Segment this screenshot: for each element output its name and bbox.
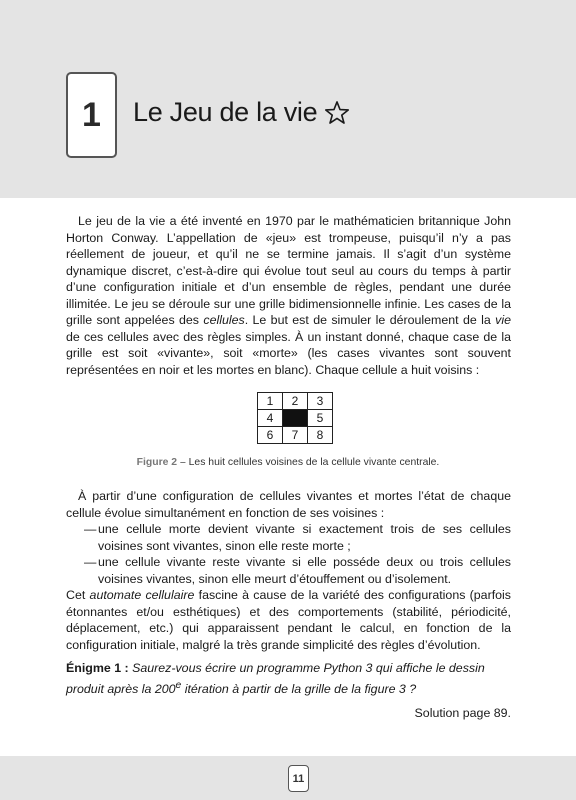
enigme-block: Énigme 1 : Saurez-vous écrire un programme Python 3 qui affiche le dessin produit après la 200e itération à partir de la grille de la figure 3 ?: [66, 661, 485, 697]
grid-cell: 8: [308, 427, 333, 444]
grid-row: [258, 410, 333, 427]
grid-row: [258, 393, 333, 410]
emphasis-automate: automate cellulaire: [89, 588, 195, 602]
evolution-paragraph: À partir d’une configuration de cellules vivantes et mortes l’état de chaque cellule évolue simultanément en fonction de ses voisines :: [66, 489, 511, 520]
solution-reference: Solution page 89.: [414, 706, 511, 720]
rule-list: [66, 521, 511, 587]
figure-caption: Figure 2 – Les huit cellules voisines de la cellule vivante centrale.: [136, 457, 440, 468]
chapter-title: Le Jeu de la vie: [133, 97, 318, 127]
grid-cell: 7: [283, 427, 308, 444]
intro-paragraph: Le jeu de la vie a été inventé en 1970 par le mathématicien britannique John Horton Conway. L’appellation de «jeu» est trompeuse, puisqu’il n’y a pas réellement de joueur, et qu’il ne se termine jamais. Il s’agit d’un système dynamique discret, c’est-à-dire qui évolue tout seul au cours du temps à partir d’une configuration initiale et d’un ensemble de règles, pendant une durée illimitée. Le jeu se déroule sur une grille bidimensionnelle infinie. Les cases de la grille sont appelées des cellules. Le but est de simuler le déroulement de la vie de ces cellules avec des règles simples. À un instant donné, chaque case de la grille est soit «vivante», soit «morte» (les cases vivantes sont souvent représentées en noir et les mortes en blanc). Chaque cellule a huit voisins :: [66, 214, 511, 377]
enigme-label: Énigme 1 :: [66, 661, 129, 675]
figure-label: Figure 2 –: [136, 457, 186, 468]
grid-cell: 6: [258, 427, 283, 444]
grid-cell: 5: [308, 410, 333, 427]
emphasis-cellules: cellules: [203, 313, 245, 327]
grid-cell-alive: [283, 410, 308, 427]
emphasis-vie: vie: [495, 313, 511, 327]
grid-cell: 1: [258, 393, 283, 410]
grid-row: [258, 427, 333, 444]
chapter-number: 1: [66, 72, 117, 158]
list-item: — une cellule vivante reste vivante si elle posséde deux ou trois cellules voisines vivantes, sinon elle meurt d’étouffement ou d’isolement.: [84, 555, 511, 586]
grid-cell: 2: [283, 393, 308, 410]
neighbor-grid: [257, 392, 333, 444]
star-icon: [323, 99, 351, 127]
page-number: 11: [288, 765, 309, 792]
grid-cell: 3: [308, 393, 333, 410]
list-item: — une cellule morte devient vivante si exactement trois de ses cellules voisines sont vivantes, sinon elle reste morte ;: [84, 522, 511, 553]
chapter-title-row: [133, 97, 351, 128]
automaton-paragraph: Cet automate cellulaire fascine à cause de la variété des configurations (parfois étonnantes et/ou esthétiques) et des comportements (stabilité, périodicité, déplacement, etc.) qui apparaissent pendant le calcul, en fonction de la configuration initiale, malgré la très grande simplicité des règles d’évolution.: [66, 588, 511, 652]
grid-cell: 4: [258, 410, 283, 427]
